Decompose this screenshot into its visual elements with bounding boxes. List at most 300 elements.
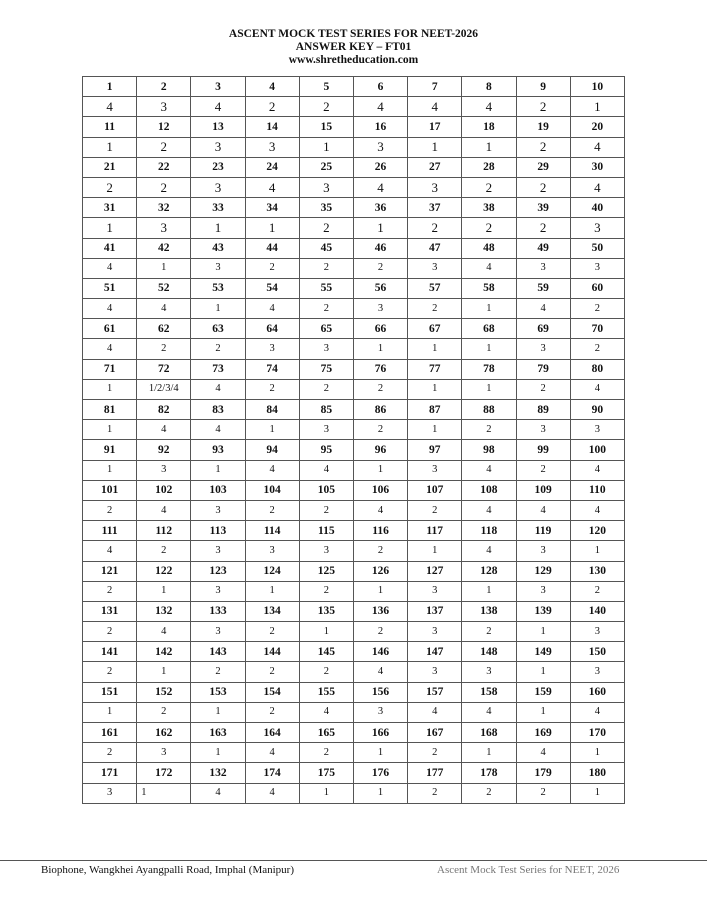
question-number-cell: 152: [137, 682, 191, 702]
answer-cell: 1: [245, 218, 299, 238]
question-number-cell: 80: [570, 359, 624, 379]
answer-cell: 2: [299, 500, 353, 520]
question-number-row: [83, 480, 625, 500]
answer-cell: 3: [408, 622, 462, 642]
question-number-cell: 144: [245, 642, 299, 662]
question-number-cell: 88: [462, 400, 516, 420]
answer-cell: 3: [245, 339, 299, 359]
question-number-cell: 121: [83, 561, 137, 581]
answer-cell: 2: [353, 258, 407, 278]
answer-cell: 1: [570, 97, 624, 117]
question-number-cell: 108: [462, 480, 516, 500]
answer-cell: 1: [83, 702, 137, 722]
answer-cell: 1: [408, 541, 462, 561]
question-number-cell: 163: [191, 723, 245, 743]
answer-cell: 4: [137, 622, 191, 642]
question-number-cell: 47: [408, 238, 462, 258]
question-number-cell: 161: [83, 723, 137, 743]
question-number-cell: 179: [516, 763, 570, 783]
answer-cell: 3: [299, 339, 353, 359]
answer-cell: 4: [245, 299, 299, 319]
answer-cell: 4: [462, 258, 516, 278]
answer-cell: 1: [570, 743, 624, 763]
answer-cell: 3: [137, 460, 191, 480]
question-number-cell: 54: [245, 278, 299, 298]
question-number-cell: 136: [353, 601, 407, 621]
answer-cell: 2: [245, 97, 299, 117]
answer-cell: 2: [299, 743, 353, 763]
question-number-cell: 48: [462, 238, 516, 258]
question-number-cell: 119: [516, 521, 570, 541]
answer-cell: 2: [245, 379, 299, 399]
question-number-cell: 166: [353, 723, 407, 743]
question-number-cell: 36: [353, 198, 407, 218]
question-number-cell: 137: [408, 601, 462, 621]
answer-cell: 2: [516, 783, 570, 803]
question-number-cell: 24: [245, 157, 299, 177]
answer-cell: 1: [137, 258, 191, 278]
question-number-cell: 22: [137, 157, 191, 177]
answer-cell: 3: [353, 702, 407, 722]
answer-cell: 4: [570, 500, 624, 520]
question-number-cell: 177: [408, 763, 462, 783]
question-number-cell: 69: [516, 319, 570, 339]
answer-cell: 4: [245, 460, 299, 480]
answer-cell: 1: [462, 379, 516, 399]
answer-row: [83, 541, 625, 561]
answer-cell: 3: [408, 177, 462, 197]
answer-cell: 2: [83, 177, 137, 197]
answer-cell: 3: [516, 420, 570, 440]
question-number-cell: 164: [245, 723, 299, 743]
answer-cell: 2: [570, 339, 624, 359]
question-number-cell: 128: [462, 561, 516, 581]
answer-cell: 2: [299, 581, 353, 601]
question-number-cell: 59: [516, 278, 570, 298]
question-number-cell: 99: [516, 440, 570, 460]
question-number-cell: 19: [516, 117, 570, 137]
question-number-cell: 43: [191, 238, 245, 258]
question-number-row: [83, 723, 625, 743]
answer-cell: 2: [245, 662, 299, 682]
question-number-cell: 50: [570, 238, 624, 258]
answer-cell: 4: [570, 137, 624, 157]
answer-cell: 2: [516, 177, 570, 197]
answer-cell: 2: [516, 137, 570, 157]
answer-cell: 3: [191, 581, 245, 601]
answer-cell: 1: [516, 702, 570, 722]
answer-cell: 1: [83, 460, 137, 480]
answer-cell: 2: [137, 177, 191, 197]
answer-cell: 2: [299, 379, 353, 399]
question-number-cell: 31: [83, 198, 137, 218]
question-number-cell: 151: [83, 682, 137, 702]
answer-cell: 1: [191, 460, 245, 480]
question-number-cell: 45: [299, 238, 353, 258]
answer-cell: 2: [408, 783, 462, 803]
question-number-cell: 155: [299, 682, 353, 702]
question-number-cell: 29: [516, 157, 570, 177]
question-number-cell: 86: [353, 400, 407, 420]
answer-cell: 4: [570, 460, 624, 480]
answer-cell: 2: [462, 622, 516, 642]
question-number-row: [83, 601, 625, 621]
question-number-cell: 9: [516, 77, 570, 97]
answer-cell: 3: [408, 460, 462, 480]
answer-row: [83, 258, 625, 278]
question-number-cell: 8: [462, 77, 516, 97]
question-number-cell: 30: [570, 157, 624, 177]
question-number-cell: 110: [570, 480, 624, 500]
answer-row: [83, 218, 625, 238]
question-number-row: [83, 278, 625, 298]
question-number-cell: 52: [137, 278, 191, 298]
answer-row: [83, 662, 625, 682]
answer-cell: 1: [570, 783, 624, 803]
answer-cell: 3: [191, 137, 245, 157]
question-number-cell: 132: [137, 601, 191, 621]
answer-cell: 4: [516, 743, 570, 763]
answer-cell: 1: [462, 581, 516, 601]
footer-divider: [0, 860, 707, 861]
question-number-cell: 68: [462, 319, 516, 339]
answer-row: [83, 137, 625, 157]
question-number-cell: 78: [462, 359, 516, 379]
answer-cell: 2: [137, 137, 191, 157]
answer-cell: 3: [191, 622, 245, 642]
question-number-row: [83, 400, 625, 420]
question-number-cell: 85: [299, 400, 353, 420]
answer-row: [83, 622, 625, 642]
question-number-cell: 39: [516, 198, 570, 218]
answer-cell: 4: [570, 702, 624, 722]
question-number-cell: 101: [83, 480, 137, 500]
question-number-row: [83, 561, 625, 581]
question-number-cell: 55: [299, 278, 353, 298]
question-number-cell: 143: [191, 642, 245, 662]
question-number-cell: 33: [191, 198, 245, 218]
answer-cell: 4: [516, 500, 570, 520]
question-number-cell: 34: [245, 198, 299, 218]
question-number-cell: 87: [408, 400, 462, 420]
answer-cell: 3: [299, 420, 353, 440]
question-number-cell: 14: [245, 117, 299, 137]
question-number-cell: 97: [408, 440, 462, 460]
answer-cell: 2: [299, 299, 353, 319]
question-number-cell: 124: [245, 561, 299, 581]
question-number-cell: 44: [245, 238, 299, 258]
answer-row: [83, 97, 625, 117]
answer-cell: 1: [353, 743, 407, 763]
answer-cell: 4: [83, 258, 137, 278]
answer-row: [83, 379, 625, 399]
question-number-cell: 162: [137, 723, 191, 743]
question-number-cell: 3: [191, 77, 245, 97]
answer-cell: 2: [137, 339, 191, 359]
footer-series-name: Ascent Mock Test Series for NEET, 2026: [437, 864, 620, 876]
answer-cell: 2: [245, 500, 299, 520]
answer-cell: 1: [83, 379, 137, 399]
answer-cell: 4: [83, 97, 137, 117]
question-number-cell: 35: [299, 198, 353, 218]
answer-cell: 1: [191, 743, 245, 763]
question-number-cell: 58: [462, 278, 516, 298]
answer-row: [83, 581, 625, 601]
question-number-cell: 117: [408, 521, 462, 541]
question-number-cell: 147: [408, 642, 462, 662]
answer-cell: 4: [245, 743, 299, 763]
answer-cell: 1/2/3/4: [137, 379, 191, 399]
question-number-cell: 49: [516, 238, 570, 258]
answer-row: [83, 702, 625, 722]
answer-cell: 2: [516, 379, 570, 399]
question-number-cell: 11: [83, 117, 137, 137]
document-title: ASCENT MOCK TEST SERIES FOR NEET-2026: [228, 28, 479, 40]
question-number-cell: 146: [353, 642, 407, 662]
answer-cell: 2: [83, 622, 137, 642]
answer-key-subtitle: ANSWER KEY – FT01: [295, 41, 412, 53]
question-number-cell: 10: [570, 77, 624, 97]
question-number-cell: 66: [353, 319, 407, 339]
question-number-cell: 125: [299, 561, 353, 581]
question-number-cell: 104: [245, 480, 299, 500]
question-number-cell: 127: [408, 561, 462, 581]
answer-cell: 4: [83, 541, 137, 561]
question-number-cell: 93: [191, 440, 245, 460]
answer-cell: 1: [83, 218, 137, 238]
answer-cell: 4: [191, 97, 245, 117]
answer-cell: 4: [299, 460, 353, 480]
answer-cell: 1: [462, 137, 516, 157]
answer-cell: 2: [516, 97, 570, 117]
question-number-cell: 109: [516, 480, 570, 500]
answer-cell: 2: [83, 743, 137, 763]
question-number-cell: 160: [570, 682, 624, 702]
answer-cell: 2: [83, 500, 137, 520]
answer-cell: 1: [408, 420, 462, 440]
question-number-cell: 62: [137, 319, 191, 339]
answer-cell: 1: [462, 339, 516, 359]
answer-cell: 3: [299, 541, 353, 561]
question-number-cell: 129: [516, 561, 570, 581]
question-number-cell: 20: [570, 117, 624, 137]
answer-cell: 1: [137, 581, 191, 601]
answer-cell: 3: [570, 662, 624, 682]
question-number-cell: 40: [570, 198, 624, 218]
answer-row: [83, 500, 625, 520]
answer-cell: 2: [353, 622, 407, 642]
question-number-cell: 13: [191, 117, 245, 137]
question-number-cell: 158: [462, 682, 516, 702]
answer-cell: 3: [570, 258, 624, 278]
question-number-cell: 76: [353, 359, 407, 379]
question-number-cell: 141: [83, 642, 137, 662]
answer-cell: 2: [462, 177, 516, 197]
answer-cell: 2: [245, 258, 299, 278]
answer-cell: 2: [570, 299, 624, 319]
answer-cell: 4: [353, 500, 407, 520]
question-number-cell: 71: [83, 359, 137, 379]
question-number-cell: 156: [353, 682, 407, 702]
question-number-cell: 132: [191, 763, 245, 783]
answer-cell: 1: [299, 622, 353, 642]
question-number-cell: 113: [191, 521, 245, 541]
question-number-cell: 167: [408, 723, 462, 743]
question-number-cell: 131: [83, 601, 137, 621]
answer-cell: 1: [191, 218, 245, 238]
answer-cell: 3: [516, 581, 570, 601]
answer-cell: 2: [299, 258, 353, 278]
answer-cell: 4: [245, 177, 299, 197]
question-number-row: [83, 77, 625, 97]
question-number-cell: 28: [462, 157, 516, 177]
answer-cell: 3: [299, 177, 353, 197]
question-number-cell: 159: [516, 682, 570, 702]
question-number-cell: 64: [245, 319, 299, 339]
question-number-cell: 175: [299, 763, 353, 783]
answer-cell: 4: [191, 420, 245, 440]
question-number-cell: 74: [245, 359, 299, 379]
question-number-cell: 94: [245, 440, 299, 460]
question-number-cell: 41: [83, 238, 137, 258]
question-number-cell: 171: [83, 763, 137, 783]
question-number-cell: 67: [408, 319, 462, 339]
answer-cell: 2: [353, 420, 407, 440]
question-number-cell: 23: [191, 157, 245, 177]
question-number-cell: 111: [83, 521, 137, 541]
question-number-cell: 60: [570, 278, 624, 298]
answer-cell: 4: [137, 500, 191, 520]
answer-cell: 2: [408, 743, 462, 763]
question-number-cell: 2: [137, 77, 191, 97]
question-number-row: [83, 359, 625, 379]
question-number-cell: 150: [570, 642, 624, 662]
answer-cell: 3: [516, 258, 570, 278]
question-number-cell: 32: [137, 198, 191, 218]
question-number-cell: 142: [137, 642, 191, 662]
question-number-cell: 81: [83, 400, 137, 420]
answer-cell: 3: [245, 137, 299, 157]
question-number-cell: 61: [83, 319, 137, 339]
question-number-cell: 57: [408, 278, 462, 298]
answer-cell: 1: [191, 299, 245, 319]
question-number-cell: 169: [516, 723, 570, 743]
answer-cell: 4: [353, 662, 407, 682]
question-number-cell: 112: [137, 521, 191, 541]
footer-address: Biophone, Wangkhei Ayangpalli Road, Imphal (Manipur): [41, 864, 294, 876]
question-number-cell: 18: [462, 117, 516, 137]
question-number-cell: 4: [245, 77, 299, 97]
question-number-cell: 100: [570, 440, 624, 460]
question-number-cell: 12: [137, 117, 191, 137]
answer-row: [83, 299, 625, 319]
question-number-row: [83, 642, 625, 662]
question-number-cell: 7: [408, 77, 462, 97]
answer-cell: 1: [570, 541, 624, 561]
question-number-cell: 134: [245, 601, 299, 621]
question-number-cell: 6: [353, 77, 407, 97]
answer-cell: 3: [191, 541, 245, 561]
answer-cell: 4: [353, 177, 407, 197]
question-number-cell: 82: [137, 400, 191, 420]
question-number-cell: 135: [299, 601, 353, 621]
question-number-cell: 153: [191, 682, 245, 702]
answer-cell: 2: [83, 581, 137, 601]
question-number-cell: 56: [353, 278, 407, 298]
answer-cell: 2: [462, 783, 516, 803]
question-number-cell: 165: [299, 723, 353, 743]
answer-cell: 2: [462, 420, 516, 440]
answer-cell: 3: [191, 500, 245, 520]
answer-row: [83, 783, 625, 803]
question-number-row: [83, 238, 625, 258]
question-number-cell: 170: [570, 723, 624, 743]
answer-cell: 4: [462, 702, 516, 722]
answer-cell: 4: [462, 97, 516, 117]
answer-cell: 2: [516, 460, 570, 480]
answer-cell: 1: [353, 339, 407, 359]
answer-row: [83, 339, 625, 359]
answer-cell: 1: [353, 460, 407, 480]
question-number-cell: 63: [191, 319, 245, 339]
question-number-row: [83, 157, 625, 177]
answer-cell: 3: [570, 218, 624, 238]
page-header: [0, 28, 707, 67]
answer-cell: 4: [516, 299, 570, 319]
answer-cell: 4: [299, 702, 353, 722]
answer-cell: 4: [353, 97, 407, 117]
question-number-cell: 16: [353, 117, 407, 137]
answer-cell: 3: [570, 420, 624, 440]
answer-row: [83, 743, 625, 763]
answer-cell: 4: [462, 460, 516, 480]
question-number-cell: 174: [245, 763, 299, 783]
answer-cell: 4: [570, 177, 624, 197]
question-number-cell: 130: [570, 561, 624, 581]
answer-cell: 2: [408, 299, 462, 319]
question-number-cell: 53: [191, 278, 245, 298]
answer-cell: 4: [83, 299, 137, 319]
answer-cell: 1: [191, 702, 245, 722]
answer-cell: 3: [191, 258, 245, 278]
answer-cell: 1: [516, 662, 570, 682]
answer-cell: 3: [408, 581, 462, 601]
question-number-cell: 70: [570, 319, 624, 339]
answer-cell: 2: [191, 339, 245, 359]
answer-cell: 3: [462, 662, 516, 682]
question-number-cell: 123: [191, 561, 245, 581]
question-number-cell: 65: [299, 319, 353, 339]
answer-cell: 2: [83, 662, 137, 682]
question-number-cell: 115: [299, 521, 353, 541]
website-link[interactable]: www.shretheducation.com: [288, 54, 419, 66]
question-number-cell: 154: [245, 682, 299, 702]
question-number-cell: 75: [299, 359, 353, 379]
question-number-cell: 178: [462, 763, 516, 783]
answer-cell: 2: [408, 500, 462, 520]
answer-cell: 1: [299, 783, 353, 803]
answer-cell: 2: [516, 218, 570, 238]
answer-cell: 4: [408, 702, 462, 722]
question-number-row: [83, 440, 625, 460]
answer-cell: 4: [462, 500, 516, 520]
question-number-cell: 1: [83, 77, 137, 97]
question-number-cell: 122: [137, 561, 191, 581]
question-number-cell: 92: [137, 440, 191, 460]
answer-cell: 3: [137, 218, 191, 238]
answer-cell: 2: [353, 379, 407, 399]
question-number-cell: 5: [299, 77, 353, 97]
